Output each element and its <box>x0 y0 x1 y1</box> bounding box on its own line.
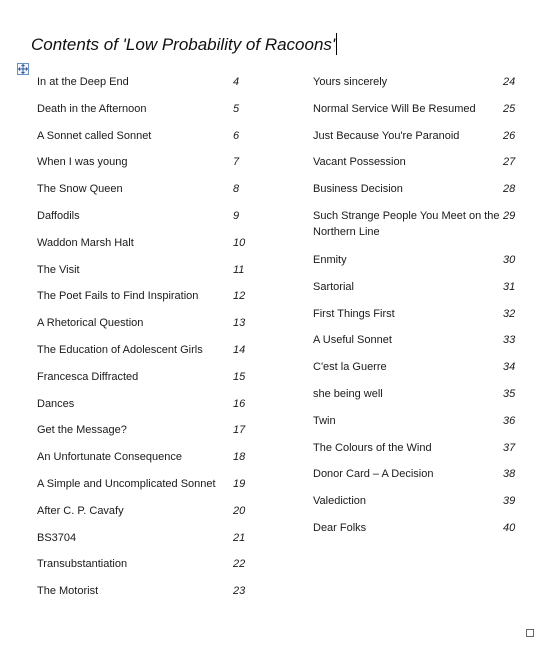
toc-entry <box>37 101 252 128</box>
toc-entry-title: Dances <box>37 397 75 410</box>
toc-entry-title: In at the Deep End <box>37 76 129 88</box>
table-resize-handle-icon[interactable] <box>526 629 534 637</box>
toc-entry <box>313 279 523 306</box>
toc-entry <box>313 520 523 547</box>
toc-entry-title: Business Decision <box>313 183 403 196</box>
toc-entry <box>37 181 252 208</box>
toc-entry-title: Sartorial <box>313 280 354 293</box>
toc-entry-title: Enmity <box>313 253 347 266</box>
toc-entry <box>313 306 523 333</box>
toc-entry-page-number: 28 <box>503 183 516 196</box>
toc-entry-page-number: 4 <box>233 76 240 88</box>
toc-entry-page-number: 10 <box>233 236 246 249</box>
toc-entry <box>313 493 523 520</box>
toc-entry-page-number: 30 <box>503 253 516 266</box>
toc-entry <box>37 530 252 557</box>
toc-entry-title: Daffodils <box>37 209 80 222</box>
toc-entry-title: Just Because You're Paranoid <box>313 129 460 142</box>
toc-entry-page-number: 33 <box>503 334 516 347</box>
toc-entry-title: Get the Message? <box>37 424 127 437</box>
toc-entry <box>37 583 252 610</box>
toc-entry <box>313 252 523 279</box>
toc-entry-page-number: 38 <box>503 468 516 481</box>
toc-entry <box>37 74 252 101</box>
toc-entry <box>37 476 252 503</box>
toc-entry-page-number: 24 <box>503 76 516 88</box>
toc-entry-page-number: 37 <box>503 441 516 454</box>
toc-entry <box>313 154 523 181</box>
toc-entry-title: she being well <box>313 387 383 400</box>
text-cursor <box>336 33 337 55</box>
toc-entry <box>37 288 252 315</box>
toc-entry-page-number: 25 <box>503 102 516 115</box>
toc-entry <box>37 208 252 235</box>
toc-entry-title: The Education of Adolescent Girls <box>37 343 203 356</box>
toc-entry-page-number: 20 <box>233 504 246 517</box>
toc-entry <box>37 235 252 262</box>
toc-entry-title: Waddon Marsh Halt <box>37 236 134 249</box>
toc-entry-title: Donor Card – A Decision <box>313 468 434 481</box>
toc-entry-page-number: 8 <box>233 183 240 196</box>
toc-entry-title: Transubstantiation <box>37 558 128 571</box>
toc-entry-page-number: 26 <box>503 129 516 142</box>
toc-entry-page-number: 35 <box>503 387 516 400</box>
toc-entry-title: The Poet Fails to Find Inspiration <box>37 290 199 303</box>
toc-entry-page-number: 23 <box>233 585 246 598</box>
toc-entry-page-number: 5 <box>233 102 240 115</box>
toc-entry-page-number: 22 <box>233 558 246 571</box>
toc-entry-page-number: 19 <box>233 477 246 490</box>
toc-entry-page-number: 21 <box>233 531 246 544</box>
toc-entry <box>37 396 252 423</box>
toc-entry <box>37 422 252 449</box>
toc-entry-title: The Colours of the Wind <box>313 441 432 454</box>
toc-entry-page-number: 39 <box>503 495 516 508</box>
toc-entry-title: A Useful Sonnet <box>313 334 392 347</box>
toc-column-right <box>313 74 523 547</box>
toc-entry-page-number: 14 <box>233 343 246 356</box>
toc-entry-page-number: 36 <box>503 414 516 427</box>
toc-entry-title: Dear Folks <box>313 521 367 534</box>
toc-entry-title: A Sonnet called Sonnet <box>37 129 152 142</box>
toc-entry-title: A Simple and Uncomplicated Sonnet <box>37 477 216 490</box>
toc-entry <box>313 386 523 413</box>
toc-entry-title: Francesca Diffracted <box>37 370 139 383</box>
toc-entry <box>37 262 252 289</box>
toc-entry <box>313 74 523 101</box>
toc-entry-title: Twin <box>313 414 336 427</box>
toc-entry-title: Such Strange People You Meet on the Northern Line <box>313 209 500 239</box>
toc-entry <box>313 359 523 386</box>
toc-entry <box>37 315 252 342</box>
toc-entry-page-number: 18 <box>233 451 246 464</box>
toc-entry-title: Normal Service Will Be Resumed <box>313 102 476 115</box>
toc-entry-title: Vacant Possession <box>313 156 406 169</box>
toc-entry-page-number: 16 <box>233 397 246 410</box>
toc-entry <box>313 208 523 252</box>
toc-entry-title: First Things First <box>313 307 395 320</box>
toc-entry-page-number: 13 <box>233 317 246 330</box>
toc-entry-title: When I was young <box>37 156 128 169</box>
toc-entry-title: The Motorist <box>37 585 99 598</box>
toc-entry <box>313 440 523 467</box>
toc-entry-page-number: 29 <box>503 209 516 222</box>
toc-entry-page-number: 12 <box>233 290 246 303</box>
toc-entry <box>37 556 252 583</box>
toc-entry-page-number: 11 <box>233 263 245 276</box>
toc-entry <box>37 449 252 476</box>
toc-entry-page-number: 15 <box>233 370 246 383</box>
toc-entry <box>313 466 523 493</box>
toc-entry-page-number: 40 <box>503 521 516 534</box>
toc-entry-title: Valediction <box>313 495 366 508</box>
toc-entry <box>313 128 523 155</box>
toc-entry-page-number: 6 <box>233 129 240 142</box>
toc-entry <box>313 332 523 359</box>
toc-entry <box>313 181 523 208</box>
toc-entry-title: A Rhetorical Question <box>37 317 144 330</box>
toc-entry-page-number: 34 <box>503 361 516 374</box>
toc-entry-title: The Visit <box>37 263 80 276</box>
page-title <box>31 33 337 55</box>
toc-entry-title: Death in the Afternoon <box>37 102 147 115</box>
toc-entry-page-number: 17 <box>233 424 246 437</box>
toc-entry <box>37 128 252 155</box>
toc-entry-page-number: 7 <box>233 156 240 169</box>
toc-entry-title: The Snow Queen <box>37 183 123 196</box>
toc-entry-title: C'est la Guerre <box>313 361 387 374</box>
toc-entry-title: After C. P. Cavafy <box>37 504 124 517</box>
toc-entry-page-number: 32 <box>503 307 516 320</box>
toc-entry-title: BS3704 <box>37 531 77 544</box>
toc-entry-title: An Unfortunate Consequence <box>37 451 182 464</box>
toc-entry-page-number: 27 <box>503 156 516 169</box>
toc-entry <box>37 342 252 369</box>
toc-entry <box>37 154 252 181</box>
toc-entry <box>313 101 523 128</box>
toc-entry <box>313 413 523 440</box>
toc-entry-title: Yours sincerely <box>313 76 388 88</box>
toc-entry-page-number: 31 <box>503 280 516 293</box>
page-title-text: Contents of 'Low Probability of Racoons' <box>31 35 336 54</box>
toc-entry-page-number: 9 <box>233 209 240 222</box>
toc-entry <box>37 503 252 530</box>
toc-entry <box>37 369 252 396</box>
toc-column-left <box>37 74 252 610</box>
table-move-handle-icon[interactable] <box>17 63 29 75</box>
